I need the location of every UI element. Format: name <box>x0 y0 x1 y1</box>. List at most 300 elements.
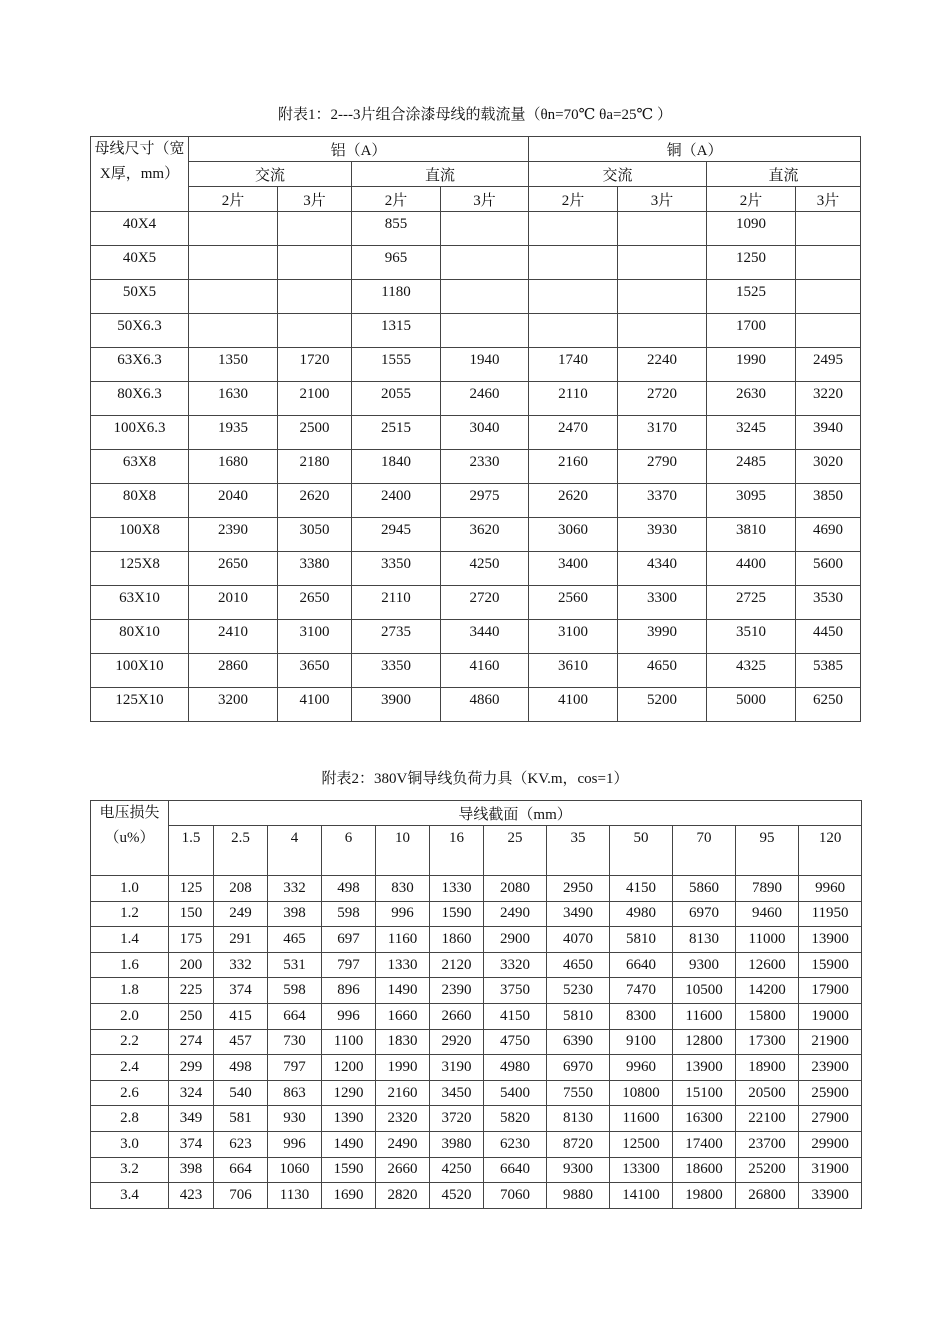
ampacity-cell <box>441 212 529 246</box>
load-moment-cell: 374 <box>214 978 268 1004</box>
load-moment-cell: 4750 <box>484 1029 547 1055</box>
load-moment-cell: 27900 <box>799 1106 862 1132</box>
cu-ac-2-header: 2片 <box>529 187 618 212</box>
load-moment-cell: 9460 <box>736 901 799 927</box>
load-moment-cell: 29900 <box>799 1131 862 1157</box>
load-moment-cell: 7890 <box>736 876 799 902</box>
ampacity-cell: 1940 <box>441 348 529 382</box>
voltage-loss-cell: 2.4 <box>91 1055 169 1081</box>
ampacity-cell <box>796 314 861 348</box>
busbar-size-cell: 63X10 <box>91 586 189 620</box>
load-moment-cell: 12500 <box>610 1131 673 1157</box>
load-moment-cell: 1390 <box>322 1106 376 1132</box>
table-row <box>91 280 861 314</box>
ampacity-cell: 4340 <box>618 552 707 586</box>
ampacity-cell: 2650 <box>278 586 352 620</box>
al-ac-3-header: 3片 <box>278 187 352 212</box>
ampacity-cell: 3370 <box>618 484 707 518</box>
ampacity-cell <box>278 246 352 280</box>
table-row <box>91 1183 862 1209</box>
ampacity-cell <box>618 280 707 314</box>
load-moment-cell: 465 <box>268 927 322 953</box>
load-moment-cell: 150 <box>169 901 214 927</box>
ampacity-cell: 4325 <box>707 654 796 688</box>
cross-section-size: 1.5 <box>169 826 214 876</box>
ampacity-cell: 3990 <box>618 620 707 654</box>
load-moment-cell: 6970 <box>547 1055 610 1081</box>
table-row <box>91 348 861 382</box>
table2-caption: 附表2：380V铜导线负荷力具（KV.m，cos=1） <box>321 771 629 787</box>
voltage-loss-header: 电压损失（u%） <box>91 801 169 876</box>
load-moment-cell: 13900 <box>673 1055 736 1081</box>
copper-load-moment-table <box>90 800 862 1209</box>
ampacity-cell: 2240 <box>618 348 707 382</box>
load-moment-cell: 249 <box>214 901 268 927</box>
ampacity-cell: 3100 <box>278 620 352 654</box>
copper-header: 铜（A） <box>529 137 861 162</box>
ampacity-cell: 3380 <box>278 552 352 586</box>
ampacity-cell: 3530 <box>796 586 861 620</box>
load-moment-cell: 1860 <box>430 927 484 953</box>
load-moment-cell: 2660 <box>376 1157 430 1183</box>
load-moment-cell: 6640 <box>610 952 673 978</box>
load-moment-cell: 9100 <box>610 1029 673 1055</box>
load-moment-cell: 12800 <box>673 1029 736 1055</box>
cross-section-size: 4 <box>268 826 322 876</box>
load-moment-cell: 15900 <box>799 952 862 978</box>
load-moment-cell: 23900 <box>799 1055 862 1081</box>
cross-section-size: 120 <box>799 826 862 876</box>
ampacity-cell: 3050 <box>278 518 352 552</box>
ampacity-cell: 1350 <box>189 348 278 382</box>
ampacity-cell: 1250 <box>707 246 796 280</box>
ampacity-cell: 1090 <box>707 212 796 246</box>
ampacity-cell: 1525 <box>707 280 796 314</box>
load-moment-cell: 2900 <box>484 927 547 953</box>
load-moment-cell: 9300 <box>673 952 736 978</box>
busbar-ampacity-table <box>90 136 861 722</box>
load-moment-cell: 291 <box>214 927 268 953</box>
table-row <box>91 1055 862 1081</box>
ampacity-cell: 1935 <box>189 416 278 450</box>
busbar-size-cell: 63X6.3 <box>91 348 189 382</box>
busbar-size-cell: 100X6.3 <box>91 416 189 450</box>
ampacity-cell: 2055 <box>352 382 441 416</box>
ampacity-cell: 2650 <box>189 552 278 586</box>
ampacity-cell: 3650 <box>278 654 352 688</box>
load-moment-cell: 3980 <box>430 1131 484 1157</box>
load-moment-cell: 1160 <box>376 927 430 953</box>
load-moment-cell: 10500 <box>673 978 736 1004</box>
cross-section-size: 25 <box>484 826 547 876</box>
cu-dc-3-header: 3片 <box>796 187 861 212</box>
load-moment-cell: 8130 <box>547 1106 610 1132</box>
ampacity-cell <box>618 314 707 348</box>
al-ac-2-header: 2片 <box>189 187 278 212</box>
load-moment-cell: 175 <box>169 927 214 953</box>
load-moment-cell: 1490 <box>322 1131 376 1157</box>
busbar-size-cell: 50X6.3 <box>91 314 189 348</box>
voltage-loss-cell: 1.4 <box>91 927 169 953</box>
load-moment-cell: 1200 <box>322 1055 376 1081</box>
ampacity-cell <box>796 280 861 314</box>
ampacity-cell: 4450 <box>796 620 861 654</box>
ampacity-cell: 4160 <box>441 654 529 688</box>
ampacity-cell: 3170 <box>618 416 707 450</box>
load-moment-cell: 13300 <box>610 1157 673 1183</box>
cross-section-size: 10 <box>376 826 430 876</box>
load-moment-cell: 25200 <box>736 1157 799 1183</box>
load-moment-cell: 200 <box>169 952 214 978</box>
ampacity-cell: 2620 <box>529 484 618 518</box>
load-moment-cell: 5400 <box>484 1080 547 1106</box>
busbar-size-cell: 40X4 <box>91 212 189 246</box>
ampacity-cell: 1840 <box>352 450 441 484</box>
load-moment-cell: 2120 <box>430 952 484 978</box>
ampacity-cell <box>618 246 707 280</box>
table-row <box>91 952 862 978</box>
ampacity-cell <box>189 212 278 246</box>
ampacity-cell: 3440 <box>441 620 529 654</box>
ampacity-cell: 4690 <box>796 518 861 552</box>
load-moment-cell: 31900 <box>799 1157 862 1183</box>
ampacity-cell: 2330 <box>441 450 529 484</box>
voltage-loss-cell: 2.6 <box>91 1080 169 1106</box>
ampacity-cell: 1740 <box>529 348 618 382</box>
load-moment-cell: 7470 <box>610 978 673 1004</box>
ampacity-cell: 2010 <box>189 586 278 620</box>
table-row <box>91 314 861 348</box>
load-moment-cell: 1660 <box>376 1003 430 1029</box>
voltage-loss-cell: 1.6 <box>91 952 169 978</box>
load-moment-cell: 4650 <box>547 952 610 978</box>
voltage-loss-cell: 3.2 <box>91 1157 169 1183</box>
load-moment-cell: 6230 <box>484 1131 547 1157</box>
ampacity-cell: 2470 <box>529 416 618 450</box>
ampacity-cell: 3810 <box>707 518 796 552</box>
table-row <box>91 1157 862 1183</box>
load-moment-cell: 398 <box>268 901 322 927</box>
load-moment-cell: 2080 <box>484 876 547 902</box>
load-moment-cell: 324 <box>169 1080 214 1106</box>
load-moment-cell: 125 <box>169 876 214 902</box>
ampacity-cell: 3930 <box>618 518 707 552</box>
load-moment-cell: 3190 <box>430 1055 484 1081</box>
voltage-loss-cell: 1.2 <box>91 901 169 927</box>
load-moment-cell: 13900 <box>799 927 862 953</box>
load-moment-cell: 332 <box>268 876 322 902</box>
voltage-loss-cell: 2.2 <box>91 1029 169 1055</box>
ampacity-cell <box>529 212 618 246</box>
load-moment-cell: 415 <box>214 1003 268 1029</box>
ampacity-cell: 2180 <box>278 450 352 484</box>
ampacity-cell: 3900 <box>352 688 441 722</box>
ampacity-cell: 1700 <box>707 314 796 348</box>
ampacity-cell: 3020 <box>796 450 861 484</box>
table-row <box>91 416 861 450</box>
ampacity-cell <box>189 280 278 314</box>
load-moment-cell: 2920 <box>430 1029 484 1055</box>
load-moment-cell: 4250 <box>430 1157 484 1183</box>
load-moment-cell: 250 <box>169 1003 214 1029</box>
busbar-size-cell: 125X8 <box>91 552 189 586</box>
load-moment-cell: 18600 <box>673 1157 736 1183</box>
load-moment-cell: 10800 <box>610 1080 673 1106</box>
ampacity-cell: 4650 <box>618 654 707 688</box>
aluminum-header: 铝（A） <box>189 137 529 162</box>
ampacity-cell: 3850 <box>796 484 861 518</box>
load-moment-cell: 1100 <box>322 1029 376 1055</box>
ampacity-cell: 4860 <box>441 688 529 722</box>
load-moment-cell: 14200 <box>736 978 799 1004</box>
ampacity-cell: 2110 <box>529 382 618 416</box>
table-row <box>91 1131 862 1157</box>
ampacity-cell: 4250 <box>441 552 529 586</box>
ampacity-cell <box>441 314 529 348</box>
load-moment-cell: 17900 <box>799 978 862 1004</box>
table-row <box>91 876 862 902</box>
ampacity-cell: 5000 <box>707 688 796 722</box>
load-moment-cell: 1290 <box>322 1080 376 1106</box>
load-moment-cell: 1690 <box>322 1183 376 1209</box>
ampacity-cell <box>278 314 352 348</box>
ampacity-cell: 3200 <box>189 688 278 722</box>
ampacity-cell: 3220 <box>796 382 861 416</box>
ampacity-cell: 855 <box>352 212 441 246</box>
ampacity-cell: 1315 <box>352 314 441 348</box>
ampacity-cell: 3300 <box>618 586 707 620</box>
load-moment-cell: 598 <box>322 901 376 927</box>
load-moment-cell: 730 <box>268 1029 322 1055</box>
table-row <box>91 212 861 246</box>
load-moment-cell: 2160 <box>376 1080 430 1106</box>
ampacity-cell: 1990 <box>707 348 796 382</box>
ampacity-cell: 2390 <box>189 518 278 552</box>
ampacity-cell: 3610 <box>529 654 618 688</box>
ampacity-cell <box>796 246 861 280</box>
voltage-loss-cell: 2.8 <box>91 1106 169 1132</box>
table-row <box>91 1106 862 1132</box>
load-moment-cell: 797 <box>322 952 376 978</box>
load-moment-cell: 5820 <box>484 1106 547 1132</box>
ampacity-cell <box>189 246 278 280</box>
load-moment-cell: 5810 <box>547 1003 610 1029</box>
load-moment-cell: 274 <box>169 1029 214 1055</box>
load-moment-cell: 598 <box>268 978 322 1004</box>
load-moment-cell: 2950 <box>547 876 610 902</box>
ampacity-cell: 3060 <box>529 518 618 552</box>
ampacity-cell: 1680 <box>189 450 278 484</box>
cu-dc-header: 直流 <box>707 162 861 187</box>
load-moment-cell: 17300 <box>736 1029 799 1055</box>
load-moment-cell: 12600 <box>736 952 799 978</box>
table-row <box>91 1003 862 1029</box>
load-moment-cell: 11600 <box>610 1106 673 1132</box>
load-moment-cell: 1590 <box>430 901 484 927</box>
cross-section-size: 70 <box>673 826 736 876</box>
load-moment-cell: 5810 <box>610 927 673 953</box>
al-dc-3-header: 3片 <box>441 187 529 212</box>
table-row <box>91 901 862 927</box>
load-moment-cell: 2320 <box>376 1106 430 1132</box>
ampacity-cell <box>529 314 618 348</box>
ampacity-cell: 4100 <box>278 688 352 722</box>
load-moment-cell: 349 <box>169 1106 214 1132</box>
ampacity-cell: 2160 <box>529 450 618 484</box>
load-moment-cell: 5230 <box>547 978 610 1004</box>
table-row <box>91 927 862 953</box>
load-moment-cell: 33900 <box>799 1183 862 1209</box>
load-moment-cell: 23700 <box>736 1131 799 1157</box>
busbar-size-cell: 80X10 <box>91 620 189 654</box>
ampacity-cell: 2725 <box>707 586 796 620</box>
cross-section-size: 95 <box>736 826 799 876</box>
cu-ac-header: 交流 <box>529 162 707 187</box>
voltage-loss-cell: 1.0 <box>91 876 169 902</box>
ampacity-cell: 3095 <box>707 484 796 518</box>
load-moment-cell: 22100 <box>736 1106 799 1132</box>
busbar-size-header: 母线尺寸（宽X厚，mm） <box>91 137 189 212</box>
load-moment-cell: 15100 <box>673 1080 736 1106</box>
load-moment-cell: 1060 <box>268 1157 322 1183</box>
table-row <box>91 450 861 484</box>
load-moment-cell: 3450 <box>430 1080 484 1106</box>
load-moment-cell: 2490 <box>484 901 547 927</box>
ampacity-cell: 2975 <box>441 484 529 518</box>
voltage-loss-cell: 2.0 <box>91 1003 169 1029</box>
load-moment-cell: 664 <box>268 1003 322 1029</box>
load-moment-cell: 25900 <box>799 1080 862 1106</box>
table-row <box>91 1080 862 1106</box>
load-moment-cell: 423 <box>169 1183 214 1209</box>
voltage-loss-cell: 3.0 <box>91 1131 169 1157</box>
load-moment-cell: 332 <box>214 952 268 978</box>
load-moment-cell: 3320 <box>484 952 547 978</box>
table-row <box>91 484 861 518</box>
load-moment-cell: 498 <box>214 1055 268 1081</box>
load-moment-cell: 5860 <box>673 876 736 902</box>
table-row <box>91 518 861 552</box>
load-moment-cell: 4980 <box>610 901 673 927</box>
voltage-loss-cell: 3.4 <box>91 1183 169 1209</box>
load-moment-cell: 6640 <box>484 1157 547 1183</box>
load-moment-cell: 2490 <box>376 1131 430 1157</box>
ampacity-cell: 3620 <box>441 518 529 552</box>
ampacity-cell <box>278 212 352 246</box>
ampacity-cell <box>189 314 278 348</box>
busbar-size-cell: 100X10 <box>91 654 189 688</box>
ampacity-cell: 2515 <box>352 416 441 450</box>
ampacity-cell: 2720 <box>441 586 529 620</box>
ampacity-cell: 2400 <box>352 484 441 518</box>
load-moment-cell: 7060 <box>484 1183 547 1209</box>
ampacity-cell: 2735 <box>352 620 441 654</box>
cross-section-size: 35 <box>547 826 610 876</box>
load-moment-cell: 26800 <box>736 1183 799 1209</box>
load-moment-cell: 996 <box>322 1003 376 1029</box>
ampacity-cell: 1180 <box>352 280 441 314</box>
table-row <box>91 620 861 654</box>
load-moment-cell: 1330 <box>376 952 430 978</box>
table-row <box>91 246 861 280</box>
load-moment-cell: 9960 <box>799 876 862 902</box>
ampacity-cell: 5385 <box>796 654 861 688</box>
load-moment-cell: 11950 <box>799 901 862 927</box>
load-moment-cell: 1830 <box>376 1029 430 1055</box>
voltage-loss-cell: 1.8 <box>91 978 169 1004</box>
ampacity-cell <box>441 280 529 314</box>
load-moment-cell: 1590 <box>322 1157 376 1183</box>
al-dc-2-header: 2片 <box>352 187 441 212</box>
ampacity-cell <box>529 280 618 314</box>
busbar-size-cell: 100X8 <box>91 518 189 552</box>
load-moment-cell: 8300 <box>610 1003 673 1029</box>
table-row <box>91 382 861 416</box>
ampacity-cell: 2495 <box>796 348 861 382</box>
ampacity-cell: 2485 <box>707 450 796 484</box>
load-moment-cell: 830 <box>376 876 430 902</box>
ampacity-cell: 3100 <box>529 620 618 654</box>
cross-section-size: 6 <box>322 826 376 876</box>
load-moment-cell: 8720 <box>547 1131 610 1157</box>
cross-section-size: 50 <box>610 826 673 876</box>
load-moment-cell: 540 <box>214 1080 268 1106</box>
load-moment-cell: 17400 <box>673 1131 736 1157</box>
load-moment-cell: 896 <box>322 978 376 1004</box>
al-dc-header: 直流 <box>352 162 529 187</box>
load-moment-cell: 4150 <box>610 876 673 902</box>
ampacity-cell: 2460 <box>441 382 529 416</box>
load-moment-cell: 581 <box>214 1106 268 1132</box>
busbar-size-cell: 40X5 <box>91 246 189 280</box>
ampacity-cell <box>618 212 707 246</box>
load-moment-cell: 20500 <box>736 1080 799 1106</box>
ampacity-cell: 2040 <box>189 484 278 518</box>
load-moment-cell: 996 <box>268 1131 322 1157</box>
cu-ac-3-header: 3片 <box>618 187 707 212</box>
table-row <box>91 688 861 722</box>
ampacity-cell: 2110 <box>352 586 441 620</box>
ampacity-cell: 6250 <box>796 688 861 722</box>
load-moment-cell: 8130 <box>673 927 736 953</box>
load-moment-cell: 3490 <box>547 901 610 927</box>
load-moment-cell: 11600 <box>673 1003 736 1029</box>
al-ac-header: 交流 <box>189 162 352 187</box>
load-moment-cell: 930 <box>268 1106 322 1132</box>
load-moment-cell: 996 <box>376 901 430 927</box>
load-moment-cell: 374 <box>169 1131 214 1157</box>
load-moment-cell: 11000 <box>736 927 799 953</box>
ampacity-cell: 3245 <box>707 416 796 450</box>
load-moment-cell: 2820 <box>376 1183 430 1209</box>
load-moment-cell: 2390 <box>430 978 484 1004</box>
cu-dc-2-header: 2片 <box>707 187 796 212</box>
busbar-size-cell: 125X10 <box>91 688 189 722</box>
table-row <box>91 1029 862 1055</box>
load-moment-cell: 706 <box>214 1183 268 1209</box>
load-moment-cell: 7550 <box>547 1080 610 1106</box>
ampacity-cell: 2100 <box>278 382 352 416</box>
load-moment-cell: 9300 <box>547 1157 610 1183</box>
load-moment-cell: 6390 <box>547 1029 610 1055</box>
load-moment-cell: 6970 <box>673 901 736 927</box>
load-moment-cell: 19000 <box>799 1003 862 1029</box>
load-moment-table-body <box>91 876 862 1209</box>
ampacity-cell: 2500 <box>278 416 352 450</box>
load-moment-cell: 1990 <box>376 1055 430 1081</box>
busbar-table-body <box>91 212 861 722</box>
load-moment-cell: 4070 <box>547 927 610 953</box>
